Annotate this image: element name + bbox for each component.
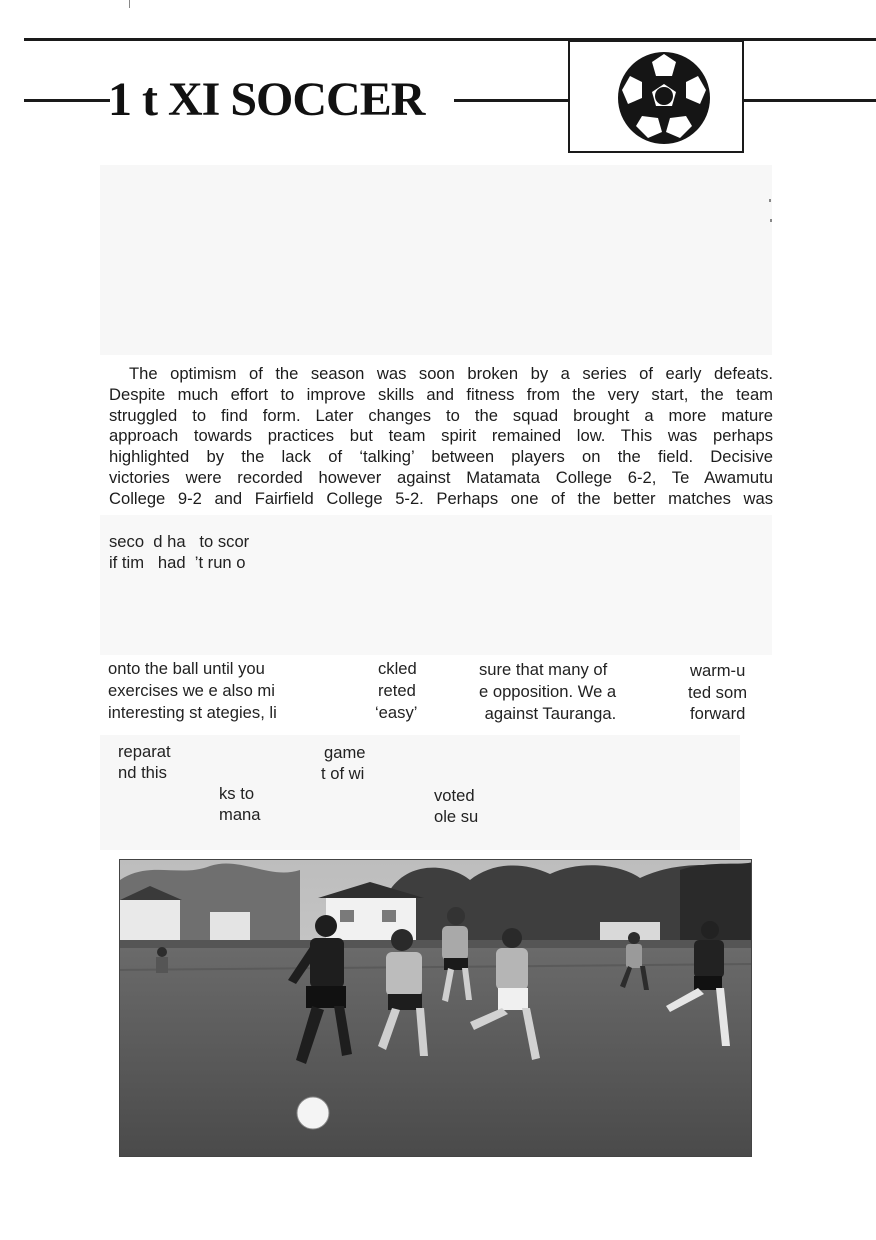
text-fragment: e opposition. We a — [479, 682, 617, 701]
article-line: struggled to find form. Later changes to the squad brought a more mature — [109, 405, 773, 425]
text-fragment: sure that many of — [479, 660, 608, 679]
text-fragment: reted — [378, 681, 416, 700]
print-speck — [769, 199, 771, 202]
text-fragment: ks to — [219, 784, 255, 803]
text-fragment: if tim had ’t run o — [109, 553, 246, 572]
text-fragment: reparat — [118, 742, 171, 761]
text-fragment: ckled — [378, 659, 417, 678]
text-fragment: ted som — [688, 683, 748, 702]
article-paragraph — [109, 364, 773, 510]
text-fragment: forward — [690, 704, 746, 723]
right-title-rule — [744, 99, 876, 102]
print-speck — [129, 0, 130, 8]
faded-text-region — [100, 735, 740, 850]
text-fragment: warm-u — [690, 661, 746, 680]
text-fragment: against Tauranga. — [480, 704, 617, 723]
article-line: The optimism of the season was soon broken by a series of early defeats. — [129, 364, 773, 383]
left-title-rule — [24, 99, 110, 102]
text-fragment: seco d ha to scor — [109, 532, 250, 551]
soccer-match-photo — [119, 859, 752, 1157]
article-line: highlighted by the lack of ‘talking’ between players on the field. Decisive — [109, 447, 773, 467]
text-fragment: interesting st ategies, li — [108, 703, 277, 722]
article-line: College 9-2 and Fairfield College 5-2. Perhaps one of the better matches was — [109, 488, 773, 508]
text-fragment: t of wi — [321, 764, 365, 783]
text-fragment: nd this — [118, 763, 167, 782]
text-fragment: exercises we e also mi — [108, 681, 275, 700]
article-line: victories were recorded however against Matamata College 6-2, Te Awamutu — [109, 467, 773, 487]
text-fragment: voted — [434, 786, 475, 805]
mid-title-rule — [454, 99, 570, 102]
text-fragment: mana — [219, 805, 261, 824]
page-title: 1 t XI SOCCER — [108, 73, 425, 126]
text-fragment: ‘easy’ — [375, 703, 418, 722]
top-rule — [24, 38, 876, 41]
faded-text-region — [100, 165, 772, 355]
logo-box — [568, 40, 744, 153]
print-speck — [770, 219, 772, 222]
text-fragment: onto the ball until you — [108, 659, 265, 678]
article-line: Despite much effort to improve skills and fitness from the very start, the team — [109, 384, 773, 404]
soccer-ball-icon — [614, 48, 714, 148]
article-line: approach towards practices but team spirit remained low. This was perhaps — [109, 426, 773, 446]
text-fragment: ole su — [434, 807, 479, 826]
text-fragment: game — [324, 743, 366, 762]
